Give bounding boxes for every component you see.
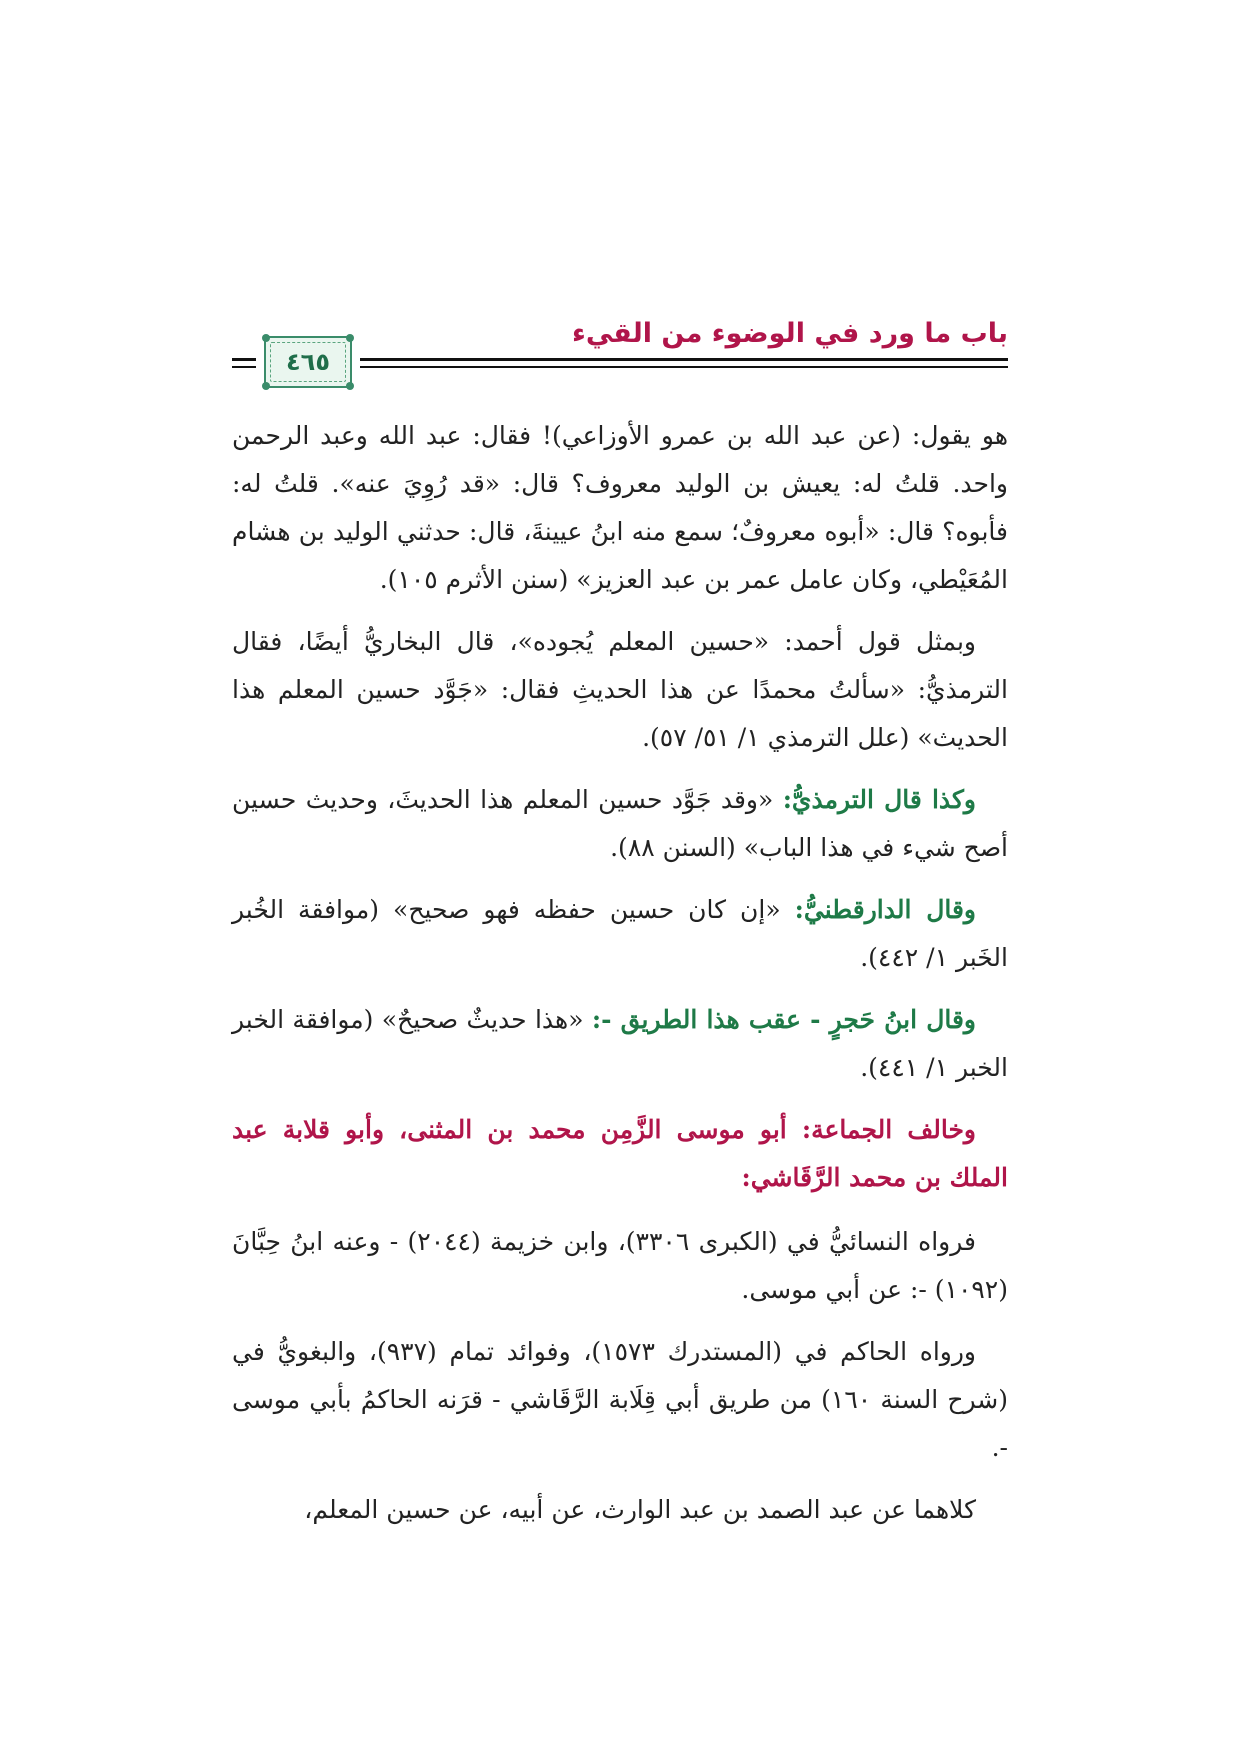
page-header xyxy=(232,300,1008,390)
paragraph-4-lead: وقال الدارقطنيُّ: xyxy=(794,895,976,924)
chapter-title: باب ما ورد في الوضوء من القيء xyxy=(572,318,1008,349)
ornament-icon xyxy=(346,382,354,390)
paragraph-8: كلاهما عن عبد الصمد بن عبد الوارث، عن أبيه، عن حسين المعلم، xyxy=(304,1495,976,1524)
paragraph-6: فرواه النسائيُّ في (الكبرى ٣٣٠٦)، وابن خزيمة (٢٠٤٤) - وعنه ابنُ حِبَّانَ (١٠٩٢) -: عن أبي موسى. xyxy=(232,1227,1008,1304)
header-rule xyxy=(232,358,256,361)
section-heading: وخالف الجماعة: أبو موسى الزَّمِن محمد بن المثنى، وأبو قلابة عبد الملك بن محمد الرَّقَاشي: xyxy=(232,1115,1008,1192)
paragraph-7: ورواه الحاكم في (المستدرك ١٥٧٣)، وفوائد تمام (٩٣٧)، والبغويُّ في (شرح السنة ١٦٠) من طريق أبي قِلَابة الرَّقَاشي - قرَنه الحاكمُ بأبي موسى -. xyxy=(232,1337,1008,1462)
paragraph-4 xyxy=(232,886,1008,982)
ornament-icon xyxy=(262,382,270,390)
paragraph-5 xyxy=(232,996,1008,1092)
paragraph-3 xyxy=(232,776,1008,872)
header-rule xyxy=(360,366,1008,368)
paragraph-5-text: «هذا حديثٌ صحيحٌ» (موافقة الخبر الخبر ١/ ٤٤١). xyxy=(232,1005,1008,1082)
paragraph-3-text: «وقد جَوَّد حسين المعلم هذا الحديثَ، وحديث حسين أصح شيء في هذا الباب» (السنن ٨٨). xyxy=(232,785,1008,862)
header-rule xyxy=(360,358,1008,361)
paragraph-3-lead: وكذا قال الترمذيُّ: xyxy=(782,785,977,814)
header-rule xyxy=(232,366,256,368)
paragraph-1: هو يقول: (عن عبد الله بن عمرو الأوزاعي)! فقال: عبد الله وعبد الرحمن واحد. قلتُ له: يعيش بن الوليد معروف؟ قال: «قد رُوِيَ عنه». قلتُ له: فأبوه؟ قال: «أبوه معروفٌ؛ سمع منه ابنُ عيينةَ، قال: حدثني الوليد بن هشام المُعَيْطي، وكان عامل عمر بن عبد العزيز» (سنن الأثرم ١٠٥). xyxy=(232,421,1008,594)
page-number-frame xyxy=(264,336,352,388)
ornament-icon xyxy=(262,334,270,342)
paragraph-4-text: «إن كان حسين حفظه فهو صحيح» (موافقة الخُبر الخَبر ١/ ٤٤٢). xyxy=(232,895,1008,972)
page-number: ٤٦٥ xyxy=(286,348,330,376)
body-text xyxy=(232,412,1008,1548)
paragraph-5-lead: وقال ابنُ حَجرٍ - عقب هذا الطريق -: xyxy=(591,1005,976,1034)
paragraph-2: وبمثل قول أحمد: «حسين المعلم يُجوده»، قال البخاريُّ أيضًا، فقال الترمذيُّ: «سألتُ محمدًا عن هذا الحديثِ فقال: «جَوَّد حسين المعلم هذا الحديث» (علل الترمذي ١/ ٥١/ ٥٧). xyxy=(232,627,1008,752)
ornament-icon xyxy=(346,334,354,342)
